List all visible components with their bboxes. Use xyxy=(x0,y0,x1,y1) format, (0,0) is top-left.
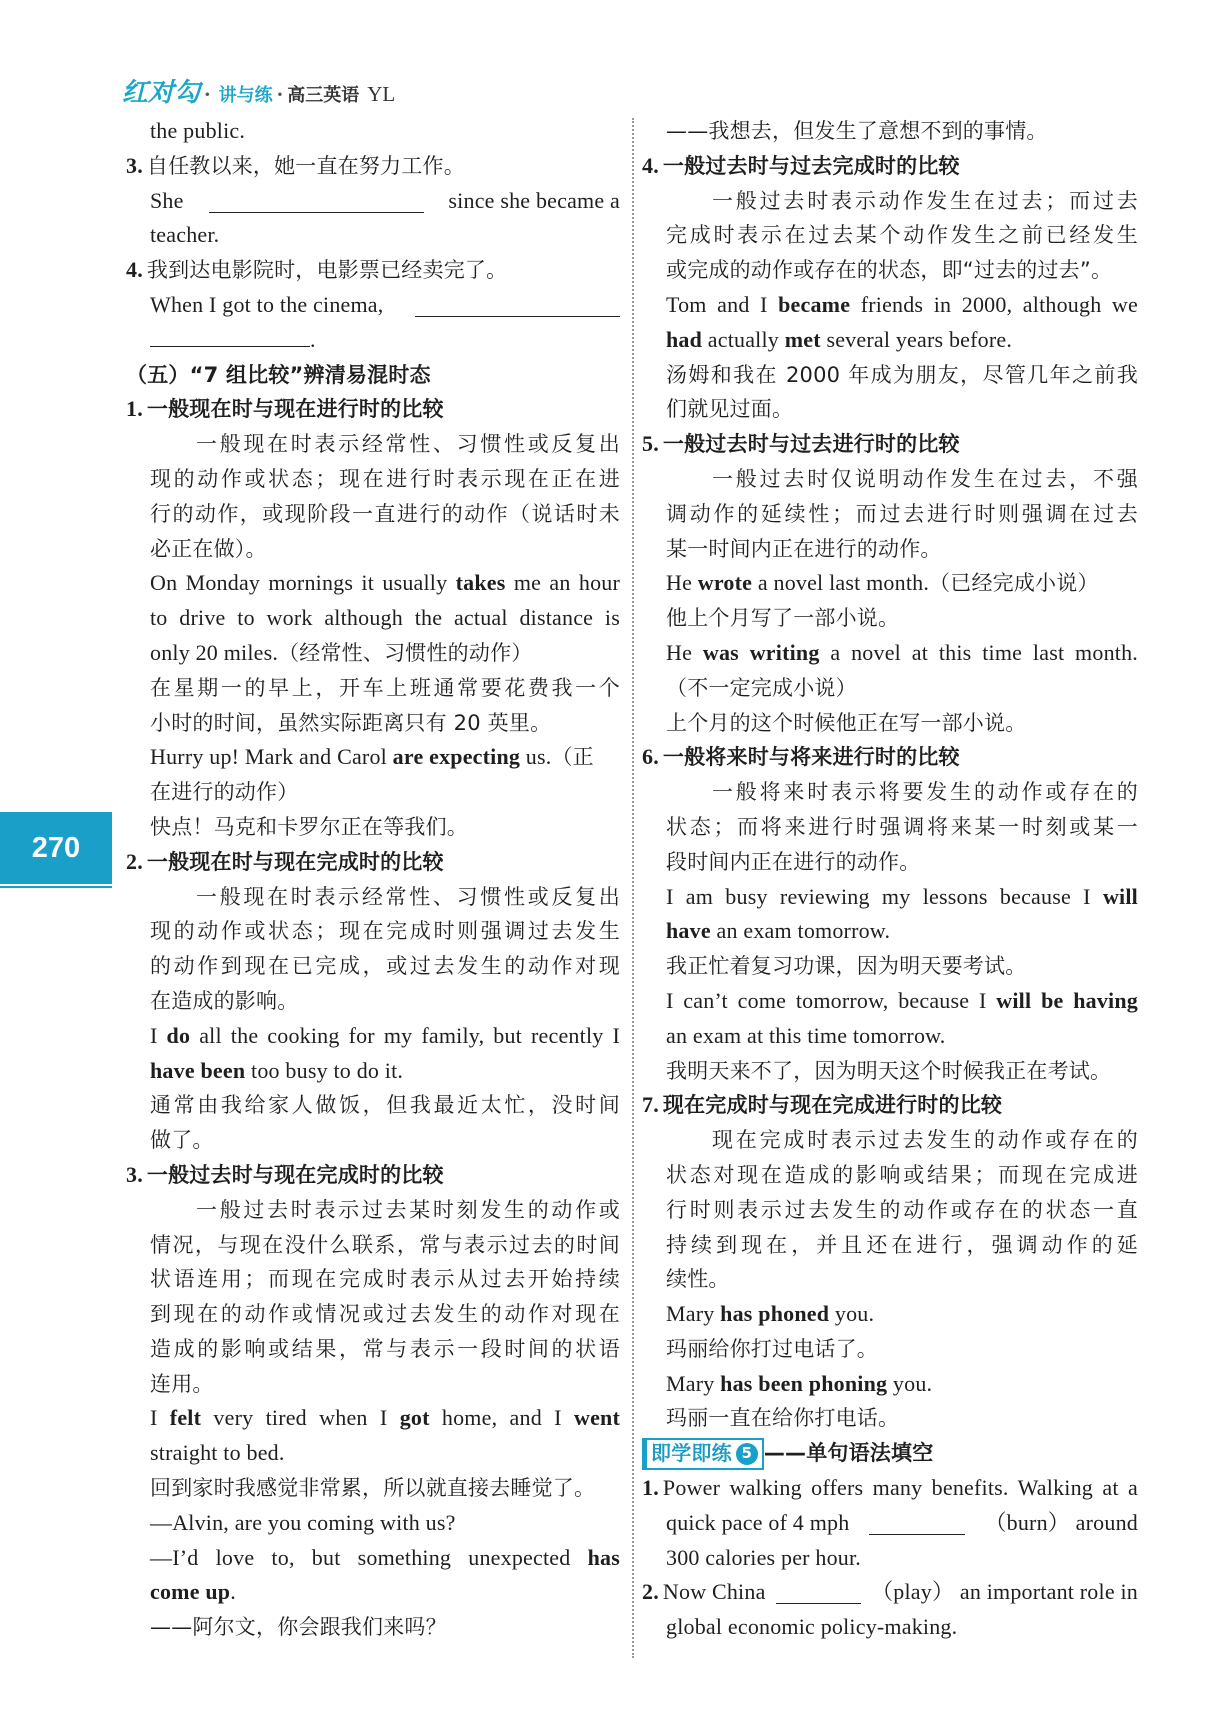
example-text: I xyxy=(150,1405,170,1431)
example-text: a novel last month. xyxy=(752,570,930,596)
paragraph-line: 现的动作或状态；现在进行时表示现在正在进 xyxy=(150,466,620,491)
example-text: Hurry up! Mark and Carol xyxy=(150,744,393,770)
exercise-text: quick pace of 4 mph xyxy=(666,1509,850,1535)
paragraph-line: 必正在做）。 xyxy=(150,536,267,561)
example-line xyxy=(642,1297,1138,1332)
subsection-heading xyxy=(126,845,620,880)
example-note: （经常性、习惯性的动作） xyxy=(278,640,533,665)
example-keyword: met xyxy=(784,326,821,352)
example-keyword: had xyxy=(666,326,703,352)
paragraph-line: 续性。 xyxy=(666,1267,730,1292)
paragraph-line: 一般将来时表示将要发生的动作或存在的 xyxy=(712,780,1138,805)
example-note-line: （不一定完成小说） xyxy=(666,675,857,700)
right-column xyxy=(642,114,1138,1645)
page-number-tab xyxy=(0,812,112,884)
exercise-number: 2. xyxy=(642,1579,659,1605)
example-keyword: will xyxy=(1102,883,1138,909)
exercise-blank[interactable] xyxy=(869,1514,965,1535)
translation-line: 他上个月写了一部小说。 xyxy=(666,606,900,631)
header-separator: · xyxy=(204,84,211,106)
translation-line: 做了。 xyxy=(150,1128,214,1153)
subsection-number: 7. xyxy=(642,1092,659,1118)
subsection-title: 一般将来时与将来进行时的比较 xyxy=(662,745,960,770)
example-keyword: has phoned xyxy=(720,1301,830,1327)
example-line xyxy=(126,1054,620,1089)
translation-line: 汤姆和我在 2000 年成为朋友，尽管几年之前我 xyxy=(666,362,1138,387)
exercise-blank[interactable] xyxy=(776,1583,862,1604)
column-divider xyxy=(632,118,634,1658)
example-text: On Monday mornings it usually xyxy=(150,570,456,596)
example-keyword: has xyxy=(587,1544,620,1570)
left-column xyxy=(126,114,620,1645)
exercise-text: Power walking offers many benefits. Walking at a xyxy=(662,1475,1138,1501)
subsection-number: 2. xyxy=(126,848,143,874)
example-text: you. xyxy=(829,1301,875,1327)
paragraph-line: 现的动作或状态；现在完成时则强调过去发生 xyxy=(150,919,620,944)
paragraph-line: 状态对现在造成的影响或结果；而现在完成进 xyxy=(666,1162,1138,1187)
example-line xyxy=(642,566,1138,601)
example-text: I can’t come tomorrow, because I xyxy=(666,987,997,1013)
paragraph-line: 现在完成时表示过去发生的动作或存在的 xyxy=(712,1128,1138,1153)
example-keyword: got xyxy=(399,1405,430,1431)
exercise-text: （play） an important role in xyxy=(871,1579,1138,1605)
book-title: 高三英语 xyxy=(287,85,360,106)
example-line xyxy=(642,880,1138,915)
example-line xyxy=(642,984,1138,1019)
question-text: 我到达电影院时，电影票已经卖完了。 xyxy=(146,258,508,283)
example-keyword: do xyxy=(166,1022,191,1048)
example-text: too busy to do it. xyxy=(245,1057,404,1083)
subsection-number: 4. xyxy=(642,152,659,178)
question-number: 3. xyxy=(126,152,143,178)
question-line xyxy=(126,253,620,288)
example-line xyxy=(642,323,1138,358)
paragraph-line: 的动作到现在已完成，或过去发生的动作对现 xyxy=(150,954,620,979)
text-line: the public. xyxy=(150,118,246,143)
subsection-heading xyxy=(126,392,620,427)
page-tab-underline xyxy=(0,886,112,888)
answer-line xyxy=(126,288,620,323)
subsection-title: 现在完成时与现在完成进行时的比较 xyxy=(662,1093,1003,1118)
question-line xyxy=(126,149,620,184)
subsection-heading xyxy=(126,1158,620,1193)
translation-line: 回到家时我感觉非常累，所以就直接去睡觉了。 xyxy=(150,1476,596,1501)
translation-line: 小时的时间，虽然实际距离只有 20 英里。 xyxy=(150,710,552,735)
example-keyword: takes xyxy=(455,570,506,596)
example-note: （已经完成小说） xyxy=(929,571,1099,596)
example-keyword: was writing xyxy=(702,639,820,665)
exercise-line xyxy=(642,1575,1138,1610)
example-text: Mary xyxy=(666,1301,721,1327)
example-keyword: felt xyxy=(169,1405,202,1431)
example-line: straight to bed. xyxy=(150,1440,285,1466)
example-text: several years before. xyxy=(820,326,1013,352)
page-number: 270 xyxy=(31,831,81,864)
paragraph-line: 在造成的影响。 xyxy=(150,988,299,1013)
example-text: only 20 miles. xyxy=(150,639,279,665)
example-line xyxy=(126,1401,620,1436)
example-text: very tired when I xyxy=(201,1405,400,1431)
exercise-text: （burn） around xyxy=(984,1509,1138,1535)
example-keyword: have xyxy=(666,918,711,944)
example-keyword: have been xyxy=(150,1057,246,1083)
exercise-line xyxy=(642,1506,1138,1541)
exercise-number: 1. xyxy=(642,1475,659,1501)
example-note-line: 在进行的动作） xyxy=(150,780,299,805)
answer-text: since she became a xyxy=(448,187,620,213)
subsection-number: 5. xyxy=(642,431,659,457)
paragraph-line: 完成时表示在过去某个动作发生之前已经发生 xyxy=(666,223,1138,248)
paragraph-line: 一般过去时仅说明动作发生在过去，不强 xyxy=(712,466,1138,491)
paragraph-line: 段时间内正在进行的动作。 xyxy=(666,849,921,874)
paragraph-line: 调动作的延续性；而过去进行时则强调在过去 xyxy=(666,501,1138,526)
dialogue-line xyxy=(126,1541,620,1576)
answer-blank[interactable] xyxy=(209,192,424,213)
paragraph-line: 一般现在时表示经常性、习惯性或反复出 xyxy=(196,884,620,909)
exercise-line xyxy=(642,1471,1138,1506)
subsection-heading xyxy=(642,740,1138,775)
example-text: friends in 2000, although we xyxy=(850,291,1138,317)
subsection-number: 3. xyxy=(126,1161,143,1187)
translation-line: 们就见过面。 xyxy=(666,397,794,422)
example-text: an exam tomorrow. xyxy=(710,918,891,944)
translation-line: 快点！马克和卡罗尔正在等我们。 xyxy=(150,814,468,839)
header-separator: · xyxy=(276,84,284,106)
example-text: home, and I xyxy=(429,1405,574,1431)
translation-line: 我正忙着复习功课，因为明天要考试。 xyxy=(666,954,1027,979)
exercise-line: 300 calories per hour. xyxy=(666,1544,862,1570)
subsection-number: 6. xyxy=(642,744,659,770)
paragraph-line: 一般现在时表示经常性、习惯性或反复出 xyxy=(196,432,620,457)
subsection-heading xyxy=(642,149,1138,184)
example-text: me an hour xyxy=(505,570,620,596)
example-text: us. xyxy=(520,744,552,770)
example-text: He xyxy=(666,570,698,596)
example-keyword: will be having xyxy=(996,987,1139,1013)
translation-line: 上个月的这个时候他正在写一部小说。 xyxy=(666,710,1027,735)
translation-line: 玛丽一直在给你打电话。 xyxy=(666,1406,900,1431)
example-line: an exam at this time tomorrow. xyxy=(666,1022,946,1048)
example-line xyxy=(126,566,620,601)
subsection-number: 1. xyxy=(126,396,143,422)
practice-heading xyxy=(642,1436,1138,1471)
brand-subtitle: 讲与练 xyxy=(218,85,273,106)
practice-badge xyxy=(642,1438,764,1470)
example-line xyxy=(126,1019,620,1054)
example-text: Tom and I xyxy=(666,291,779,317)
subsection-title: 一般过去时与现在完成时的比较 xyxy=(146,1162,444,1187)
example-keyword: wrote xyxy=(697,570,753,596)
section-heading: （五）“7 组比较”辨清易混时态 xyxy=(126,362,431,387)
example-keyword: are expecting xyxy=(392,744,521,770)
paragraph-line: 到现在的动作或情况或过去发生的动作对现在 xyxy=(150,1302,620,1327)
paragraph-line: 一般过去时表示动作发生在过去；而过去 xyxy=(712,188,1138,213)
paragraph-line: 状态；而将来进行时强调将来某一时刻或某一 xyxy=(666,814,1138,839)
example-line: to drive to work although the actual distance is xyxy=(150,605,620,631)
dialogue-line xyxy=(126,1575,620,1610)
example-text: a novel at this time last month. xyxy=(819,639,1138,665)
paragraph-line: 行的动作，或现阶段一直进行的动作（说话时未 xyxy=(150,501,620,526)
translation-line: 通常由我给家人做饭，但我最近太忙，没时间 xyxy=(150,1093,620,1118)
exercise-text: Now China xyxy=(662,1579,766,1605)
paragraph-line: 行时则表示过去发生的动作或存在的状态一直 xyxy=(666,1197,1138,1222)
example-text: I xyxy=(150,1022,167,1048)
answer-blank[interactable] xyxy=(150,326,310,347)
paragraph-line: 或完成的动作或存在的状态，即“过去的过去”。 xyxy=(666,258,1113,283)
example-text: actually xyxy=(702,326,785,352)
example-line xyxy=(126,636,620,671)
subsection-title: 一般现在时与现在完成时的比较 xyxy=(146,849,444,874)
example-line xyxy=(642,636,1138,671)
page-header xyxy=(122,72,395,106)
answer-line xyxy=(126,323,620,358)
paragraph-line: 一般过去时表示过去某时刻发生的动作或 xyxy=(196,1197,620,1222)
example-keyword: has been phoning xyxy=(720,1370,888,1396)
example-line xyxy=(642,1367,1138,1402)
translation-line: ——我想去，但发生了意想不到的事情。 xyxy=(666,119,1048,143)
subsection-title: 一般过去时与过去进行时的比较 xyxy=(662,432,960,457)
text-line: teacher. xyxy=(150,222,220,248)
practice-badge-label: 即学即练 xyxy=(651,1441,732,1466)
example-line xyxy=(642,914,1138,949)
example-text: Mary xyxy=(666,1370,721,1396)
paragraph-line: 连用。 xyxy=(150,1371,214,1396)
paragraph-line: 持续到现在，并且还在进行，强调动作的延 xyxy=(666,1232,1138,1257)
example-note: （正 xyxy=(551,745,594,770)
example-text: —I’d love to, but something unexpected xyxy=(150,1544,588,1570)
brand-logo: 红对勾 xyxy=(122,78,201,108)
example-text: you. xyxy=(887,1370,933,1396)
subsection-heading xyxy=(642,427,1138,462)
example-text: I am busy reviewing my lessons because I xyxy=(666,883,1103,909)
question-text: 自任教以来，她一直在努力工作。 xyxy=(146,153,465,178)
answer-blank[interactable] xyxy=(415,296,620,317)
paragraph-line: 情况，与现在没什么联系，常与表示过去的时间 xyxy=(150,1232,620,1257)
answer-text: When I got to the cinema, xyxy=(150,291,384,317)
answer-text: She xyxy=(150,187,184,213)
subsection-title: 一般过去时与过去完成时的比较 xyxy=(662,153,960,178)
paragraph-line: 造成的影响或结果，常与表示一段时间的状语 xyxy=(150,1336,620,1361)
exercise-line: global economic policy-making. xyxy=(666,1614,958,1640)
paragraph-line: 状语连用；而现在完成时表示从过去开始持续 xyxy=(150,1267,620,1292)
example-keyword: became xyxy=(778,291,851,317)
example-text: . xyxy=(230,1579,236,1605)
example-text: He xyxy=(666,639,703,665)
translation-line: 在星期一的早上，开车上班通常要花费我一个 xyxy=(150,675,620,700)
subsection-heading xyxy=(642,1088,1138,1123)
translation-line: 我明天来不了，因为明天这个时候我正在考试。 xyxy=(666,1058,1112,1083)
example-keyword: went xyxy=(573,1405,620,1431)
example-keyword: come up xyxy=(150,1579,231,1605)
dialogue-line: —Alvin, are you coming with us? xyxy=(150,1509,456,1535)
paragraph-line: 某一时间内正在进行的动作。 xyxy=(666,536,942,561)
answer-end: . xyxy=(310,326,316,352)
translation-line: ——阿尔文，你会跟我们来吗？ xyxy=(150,1615,447,1640)
example-line xyxy=(642,288,1138,323)
practice-badge-number: 5 xyxy=(736,1443,758,1465)
answer-line xyxy=(126,184,620,219)
book-code: YL xyxy=(367,82,396,106)
question-number: 4. xyxy=(126,257,143,283)
subsection-title: 一般现在时与现在进行时的比较 xyxy=(146,397,444,422)
translation-line: 玛丽给你打过电话了。 xyxy=(666,1336,878,1361)
practice-title: ——单句语法填空 xyxy=(763,1441,934,1466)
example-line xyxy=(126,740,620,775)
example-text: all the cooking for my family, but recently I xyxy=(190,1022,620,1048)
